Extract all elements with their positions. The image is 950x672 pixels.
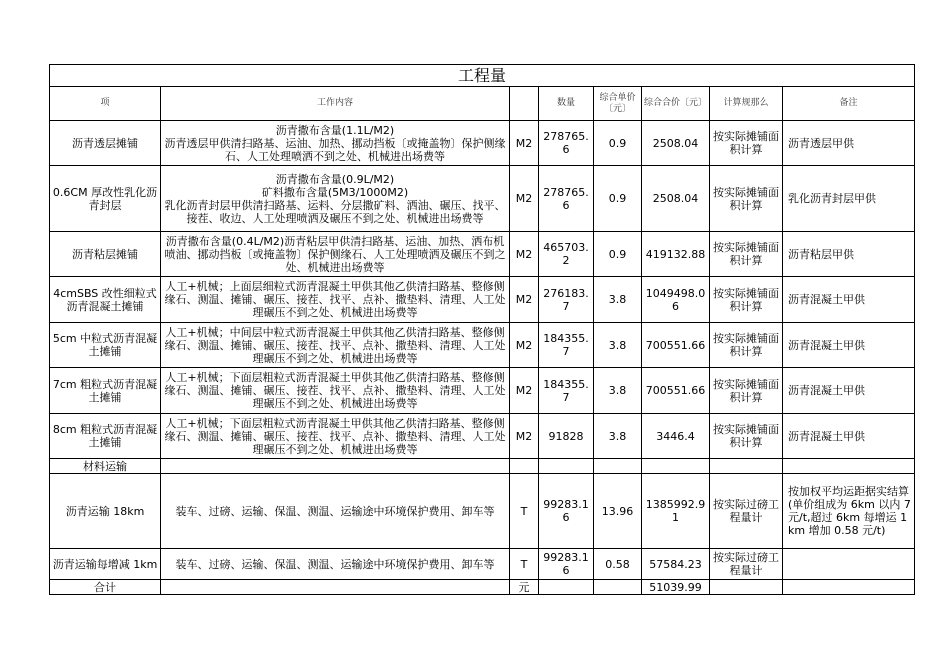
cell-content: 装车、过磅、运输、保温、测温、运输途中环境保护费用、卸车等 xyxy=(161,549,510,580)
header-note: 备注 xyxy=(783,87,915,121)
header-item: 项 xyxy=(50,87,161,121)
cell-qty: 465703.2 xyxy=(539,232,594,277)
table-row xyxy=(50,414,921,459)
cell-unit: M2 xyxy=(510,323,539,368)
cell-item: 材料运输 xyxy=(50,459,161,474)
header-qty: 数量 xyxy=(539,87,594,121)
cell-item: 7cm 粗粒式沥青混凝土摊铺 xyxy=(50,368,161,414)
cell-rule: 按实际摊铺面积计算 xyxy=(710,323,783,368)
cell-item: 沥青粘层摊铺 xyxy=(50,232,161,277)
cell-content: 人工+机械；下面层粗粒式沥青混凝土甲供其他乙供清扫路基、整修侧缘石、测温、摊铺、碾压、接茬、找平、点补、撒垫料、清理、人工处理碾压不到之处、机械进出场费等 xyxy=(161,368,510,414)
table-row xyxy=(50,549,921,580)
cell-item: 0.6CM 厚改性乳化沥青封层 xyxy=(50,166,161,232)
cell-qty: 278765.6 xyxy=(539,121,594,166)
table-row xyxy=(50,232,921,277)
header-row xyxy=(50,87,921,121)
cell-item: 8cm 粗粒式沥青混凝土摊铺 xyxy=(50,414,161,459)
cell-price: 0.9 xyxy=(594,121,642,166)
cell-content: 人工+机械；上面层细粒式沥青混凝土甲供其他乙供清扫路基、整修侧缘石、测温、摊铺、碾压、接茬、找平、点补、撒垫料、清理、人工处理碾压不到之处、机械进出场费等 xyxy=(161,277,510,323)
table-row xyxy=(50,368,921,414)
cell-unit: M2 xyxy=(510,232,539,277)
table-row xyxy=(50,474,921,549)
cell-qty xyxy=(539,459,594,474)
total-row xyxy=(50,580,921,595)
cell-total: 3446.4 xyxy=(642,414,710,459)
cell-unit: M2 xyxy=(510,277,539,323)
cell-rule: 按实际摊铺面积计算 xyxy=(710,166,783,232)
cell-price: 0.9 xyxy=(594,166,642,232)
cell-price: 0.58 xyxy=(594,549,642,580)
cell-total: 2508.04 xyxy=(642,121,710,166)
cell-item: 沥青运输每增减 1km xyxy=(50,549,161,580)
cell-price: 0.9 xyxy=(594,232,642,277)
cell-unit: M2 xyxy=(510,368,539,414)
cell-rule: 按实际过磅工程量计 xyxy=(710,549,783,580)
cell-unit: T xyxy=(510,549,539,580)
cell-unit: M2 xyxy=(510,166,539,232)
cell-note: 按加权平均运距据实结算(单价组成为 6km 以内 7 元/t,超过 6km 每增运 1km 增加 0.58 元/t) xyxy=(783,474,915,549)
cell-item: 4cmSBS 改性细粒式沥青混凝土摊铺 xyxy=(50,277,161,323)
cell-content: 人工+机械；中间层中粒式沥青混凝土甲供其他乙供清扫路基、整修侧缘石、测温、摊铺、碾压、接茬、找平、点补、撒垫料、清理、人工处理碾压不到之处、机械进出场费等 xyxy=(161,323,510,368)
table-title: 工程量 xyxy=(50,65,915,87)
total-label: 合计 xyxy=(50,580,161,595)
cell-rule xyxy=(710,459,783,474)
cell-unit: T xyxy=(510,474,539,549)
cell-price: 3.8 xyxy=(594,277,642,323)
cell-price xyxy=(594,459,642,474)
cell-total: 700551.66 xyxy=(642,323,710,368)
cell-rule: 按实际过磅工程量计 xyxy=(710,474,783,549)
cell-unit: M2 xyxy=(510,414,539,459)
cell-content xyxy=(161,459,510,474)
cell-note xyxy=(783,459,915,474)
cell-total: 1049498.06 xyxy=(642,277,710,323)
cell-qty: 278765.6 xyxy=(539,166,594,232)
cell-qty: 184355.7 xyxy=(539,368,594,414)
title-row xyxy=(50,65,921,87)
header-content: 工作内容 xyxy=(161,87,510,121)
cell-total xyxy=(642,459,710,474)
header-unit xyxy=(510,87,539,121)
cell-price: 13.96 xyxy=(594,474,642,549)
table-row xyxy=(50,277,921,323)
cell-note: 沥青混凝土甲供 xyxy=(783,368,915,414)
cell-qty: 91828 xyxy=(539,414,594,459)
cell-item: 5cm 中粒式沥青混凝土摊铺 xyxy=(50,323,161,368)
cell-total: 1385992.91 xyxy=(642,474,710,549)
cell-note: 沥青混凝土甲供 xyxy=(783,323,915,368)
total-value: 51039.99 xyxy=(642,580,710,595)
cell-rule: 按实际摊铺面积计算 xyxy=(710,277,783,323)
cell-unit xyxy=(510,459,539,474)
cell-content: 人工+机械；下面层粗粒式沥青混凝土甲供其他乙供清扫路基、整修侧缘石、测温、摊铺、碾压、接茬、找平、点补、撒垫料、清理、人工处理碾压不到之处、机械进出场费等 xyxy=(161,414,510,459)
cell-note: 沥青粘层甲供 xyxy=(783,232,915,277)
table-row xyxy=(50,166,921,232)
cell-content: 沥青撒布含量(1.1L/M2) 沥青透层甲供清扫路基、运油、加热、挪动挡板〔或掩盖物〕保护侧缘石、人工处理喷洒不到之处、机械进出场费等 xyxy=(161,121,510,166)
cell-note: 乳化沥青封层甲供 xyxy=(783,166,915,232)
cell-content: 沥青撒布含量(0.4L/M2)沥青粘层甲供清扫路基、运油、加热、洒布机喷油、挪动挡板〔或掩盖物〕保护侧缘石、人工处理喷洒及碾压不到之处、机械进出场费等 xyxy=(161,232,510,277)
cell-note: 沥青混凝土甲供 xyxy=(783,414,915,459)
table-row xyxy=(50,121,921,166)
quantity-table xyxy=(49,64,921,595)
cell-content: 装车、过磅、运输、保温、测温、运输途中环境保护费用、卸车等 xyxy=(161,474,510,549)
cell-total: 57584.23 xyxy=(642,549,710,580)
total-unit: 元 xyxy=(510,580,539,595)
header-rule: 计算规那么 xyxy=(710,87,783,121)
cell-qty: 99283.16 xyxy=(539,549,594,580)
cell-note: 沥青混凝土甲供 xyxy=(783,277,915,323)
table-row xyxy=(50,323,921,368)
section-row xyxy=(50,459,921,474)
header-total: 综合合价〔元〕 xyxy=(642,87,710,121)
cell-unit: M2 xyxy=(510,121,539,166)
cell-content: 沥青撒布含量(0.9L/M2) 矿料撒布含量(5M3/1000M2) 乳化沥青封层甲供清扫路基、运料、分层撒矿料、洒油、碾压、找平、接茬、收边、人工处理喷洒及碾压不到之处、机械进出场费等 xyxy=(161,166,510,232)
cell-rule: 按实际摊铺面积计算 xyxy=(710,414,783,459)
cell-total: 2508.04 xyxy=(642,166,710,232)
cell-note: 沥青透层甲供 xyxy=(783,121,915,166)
cell-price: 3.8 xyxy=(594,368,642,414)
cell-qty: 184355.7 xyxy=(539,323,594,368)
cell-total: 419132.88 xyxy=(642,232,710,277)
cell-total: 700551.66 xyxy=(642,368,710,414)
cell-item: 沥青透层摊铺 xyxy=(50,121,161,166)
header-price: 综合单价〔元〕 xyxy=(594,87,642,121)
cell-item: 沥青运输 18km xyxy=(50,474,161,549)
cell-rule: 按实际摊铺面积计算 xyxy=(710,232,783,277)
cell-price: 3.8 xyxy=(594,323,642,368)
cell-rule: 按实际摊铺面积计算 xyxy=(710,368,783,414)
cell-qty: 276183.7 xyxy=(539,277,594,323)
cell-qty: 99283.16 xyxy=(539,474,594,549)
cell-price: 3.8 xyxy=(594,414,642,459)
cell-note xyxy=(783,549,915,580)
cell-rule: 按实际摊铺面积计算 xyxy=(710,121,783,166)
